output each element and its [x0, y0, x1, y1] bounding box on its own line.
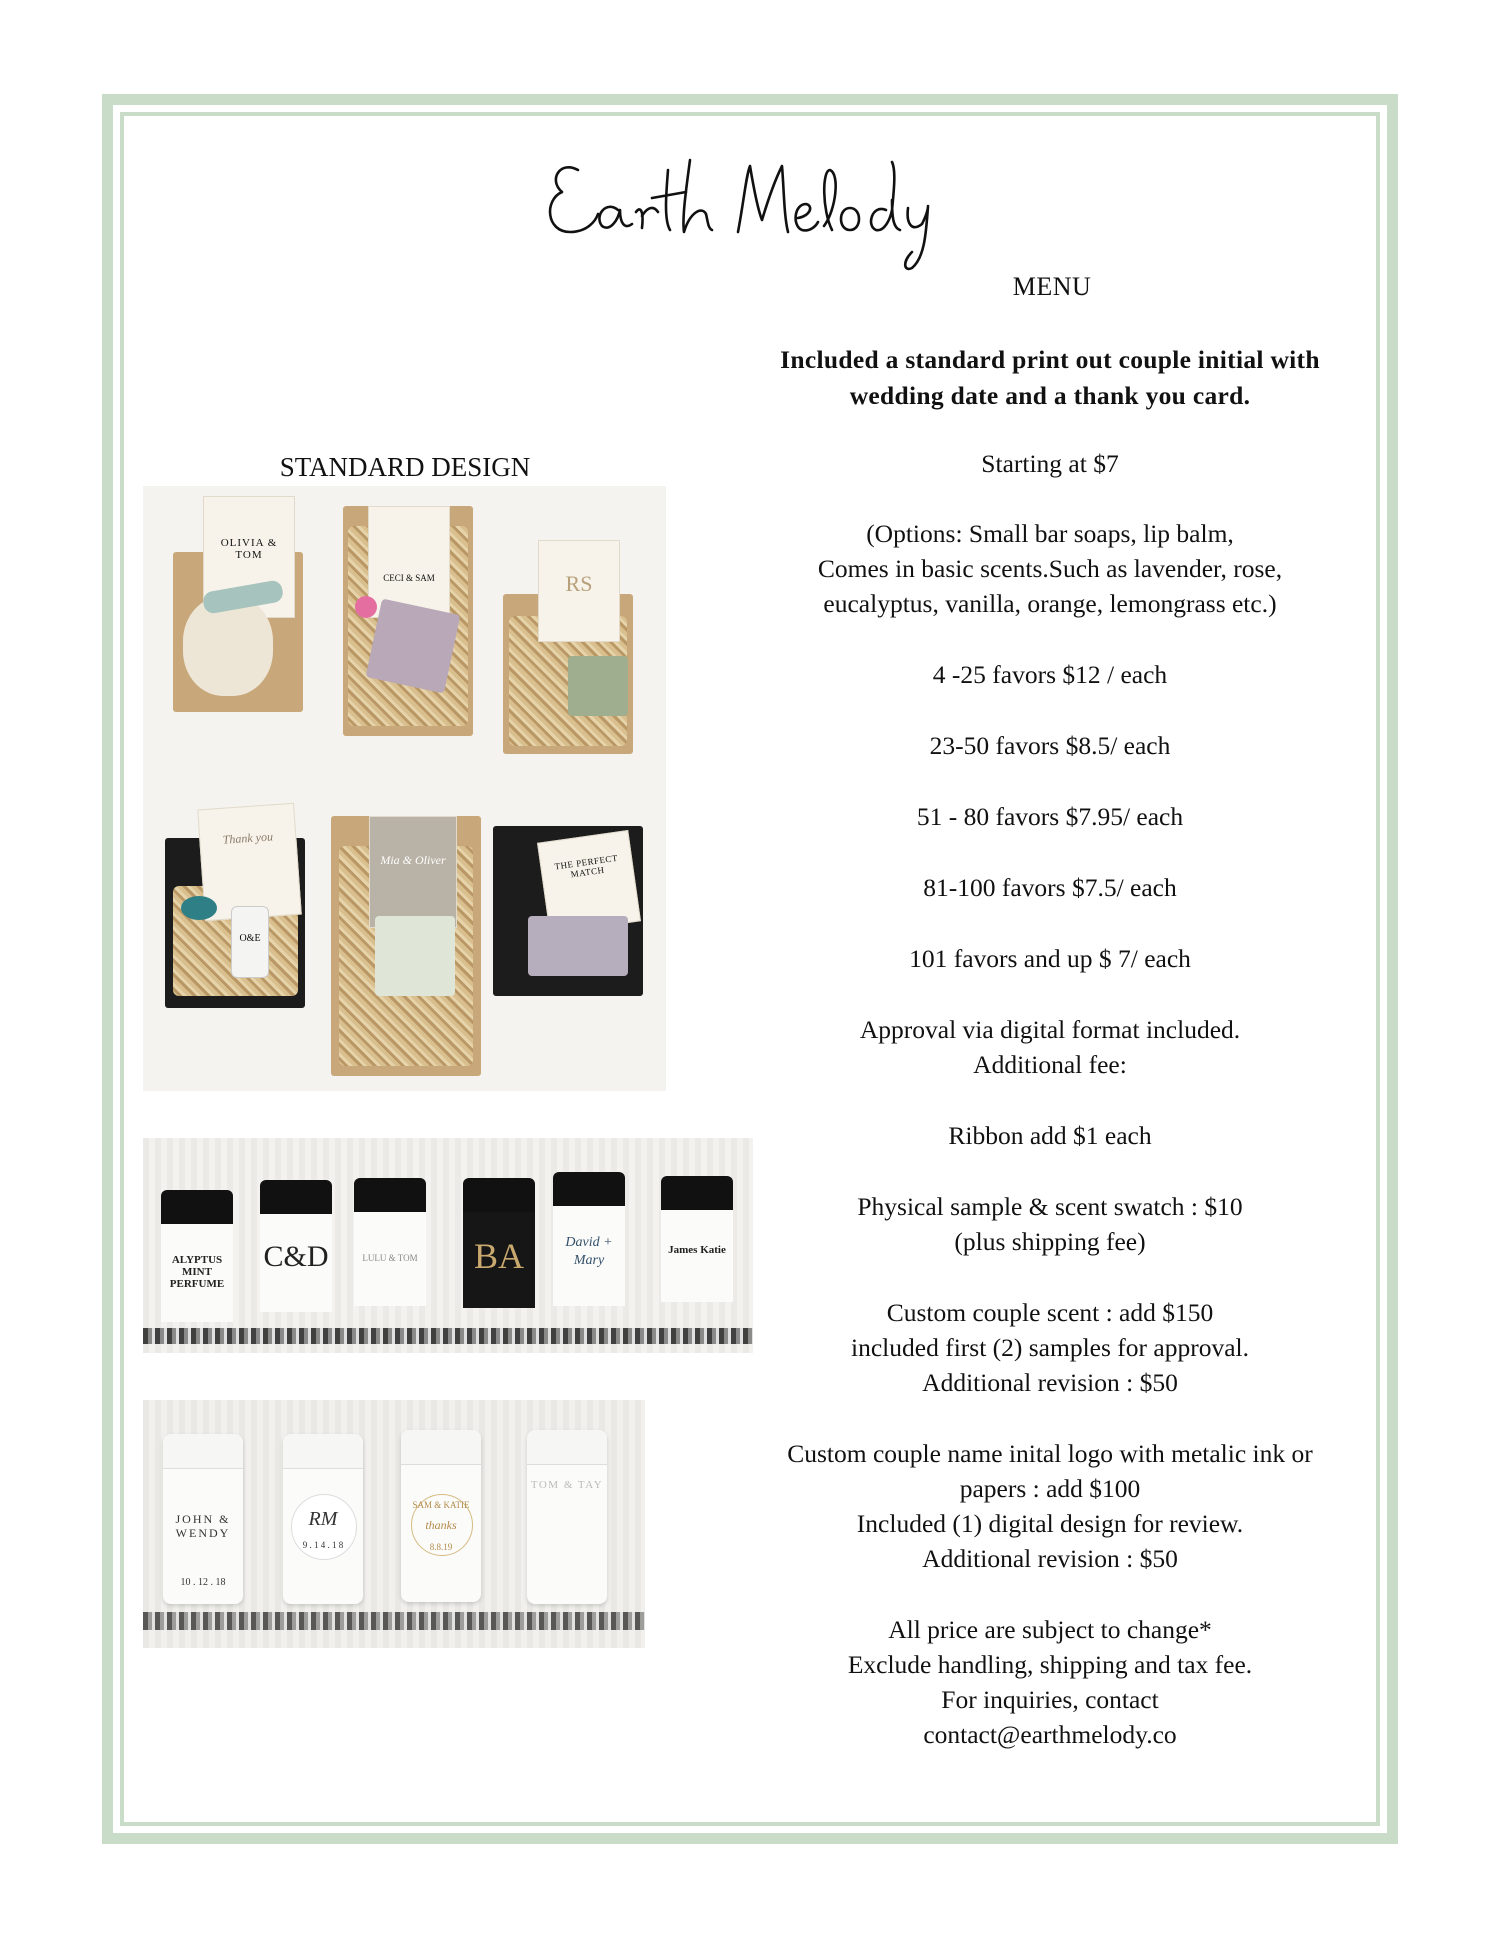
dried-flower: [355, 596, 377, 618]
footer-line: Exclude handling, shipping and tax fee.: [847, 1650, 1253, 1679]
tube-label: 10 . 12 . 18: [180, 1577, 226, 1588]
approval-line: Additional fee:: [973, 1050, 1127, 1079]
price-tier-1: 4 -25 favors $12 / each: [932, 660, 1168, 689]
white-tubes-photo: [143, 1400, 645, 1648]
sample-line: Physical sample & scent swatch : $10: [857, 1192, 1243, 1221]
tube-label: TOM & TAY: [530, 1479, 604, 1491]
dried-eucalyptus: [181, 896, 217, 920]
towel-stripe: [143, 1328, 753, 1344]
card-label: OLIVIA & TOM: [220, 537, 278, 561]
tube-label: ALYPTUS MINT PERFUME: [169, 1254, 225, 1290]
options-text: [730, 516, 1370, 621]
deodorant-tube: [161, 1190, 233, 1322]
brand-logo-script: [540, 140, 980, 280]
tube-label: thanks: [425, 1518, 457, 1532]
options-line: Comes in basic scents.Such as lavender, rose,: [817, 554, 1283, 583]
deodorant-tube: [463, 1178, 535, 1308]
card-label: THE PERFECT MATCH: [553, 852, 619, 880]
price-tier-5: 101 favors and up $ 7/ each: [909, 944, 1191, 973]
footer-line: For inquiries, contact: [941, 1685, 1159, 1714]
card-label: RS: [565, 571, 593, 596]
approval-text: [730, 1012, 1370, 1082]
black-tubes-photo: [143, 1138, 753, 1353]
deodorant-tube: [527, 1430, 607, 1604]
tube-label: David + Mary: [565, 1235, 613, 1268]
sample-fee: [730, 1189, 1370, 1259]
card-label: CECI & SAM: [383, 573, 435, 583]
price-tier-3: 51 - 80 favors $7.95/ each: [916, 802, 1184, 831]
tube-label: RM: [308, 1508, 338, 1530]
gift-boxes-photo: [143, 486, 666, 1091]
intro-line: Included a standard print out couple initial with: [780, 345, 1320, 374]
scent-line: included first (2) samples for approval.: [851, 1333, 1249, 1362]
deodorant-tube: [661, 1176, 733, 1302]
menu-intro: [730, 342, 1370, 414]
deodorant-tube: [553, 1172, 625, 1306]
tube-label: JOHN & WENDY: [175, 1512, 231, 1540]
tube-label: 8.8.19: [429, 1542, 453, 1552]
tube-label: SAM & KATIE: [412, 1500, 470, 1510]
logo-fee-line: Custom couple name inital logo with metalic ink or: [787, 1439, 1313, 1468]
scent-line: Custom couple scent : add $150: [886, 1298, 1214, 1327]
price-tier-2: 23-50 favors $8.5/ each: [929, 731, 1171, 760]
deodorant-tube: [354, 1178, 426, 1306]
options-line: (Options: Small bar soaps, lip balm,: [866, 519, 1234, 548]
towel-stripe: [143, 1612, 645, 1630]
tube-label: 9 . 1 4 . 1 8: [302, 1540, 344, 1550]
soap-bar: [568, 656, 628, 716]
fabric-sachet: [183, 596, 273, 696]
scent-line: Additional revision : $50: [922, 1368, 1178, 1397]
deodorant-tube: [401, 1430, 481, 1602]
deodorant-tube: [163, 1434, 243, 1604]
options-line: eucalyptus, vanilla, orange, lemongrass etc.): [823, 589, 1277, 618]
intro-line: wedding date and a thank you card.: [849, 381, 1251, 410]
soap-bar: [366, 599, 461, 694]
thank-you-card: [538, 540, 620, 642]
footer-notes: [730, 1612, 1370, 1752]
logo-fee-line: Additional revision : $50: [922, 1544, 1178, 1573]
soap-bar: [375, 916, 455, 996]
thank-you-card: [369, 816, 457, 928]
card-label: Mia & Oliver: [380, 853, 446, 867]
tube-label: C&D: [263, 1240, 329, 1273]
card-label: Thank you: [222, 829, 274, 847]
soap-bar: [528, 916, 628, 976]
starting-price: Starting at $7: [981, 449, 1119, 478]
custom-scent-fee: [730, 1295, 1370, 1400]
contact-email[interactable]: contact@earthmelody.co: [923, 1720, 1177, 1749]
thank-you-card: [368, 506, 450, 618]
balm-label: O&E: [239, 933, 261, 944]
ribbon-fee: Ribbon add $1 each: [948, 1121, 1152, 1150]
footer-line: All price are subject to change*: [888, 1615, 1212, 1644]
price-tier-4: 81-100 favors $7.5/ each: [923, 873, 1177, 902]
tube-label: BA: [473, 1236, 524, 1276]
tube-label: LULU & TOM: [362, 1253, 418, 1263]
approval-line: Approval via digital format included.: [859, 1015, 1241, 1044]
logo-fee-line: Included (1) digital design for review.: [856, 1509, 1244, 1538]
custom-logo-fee: [730, 1436, 1370, 1576]
lip-balm: [231, 906, 269, 978]
deodorant-tube: [260, 1180, 332, 1312]
deodorant-tube: [283, 1434, 363, 1604]
menu-title: MENU: [1012, 272, 1092, 301]
logo-fee-line: papers : add $100: [959, 1474, 1141, 1503]
brand-logo: [540, 140, 980, 280]
sample-line: (plus shipping fee): [954, 1227, 1146, 1256]
standard-design-title: STANDARD DESIGN: [279, 452, 531, 482]
tube-label: James Katie: [668, 1244, 726, 1256]
